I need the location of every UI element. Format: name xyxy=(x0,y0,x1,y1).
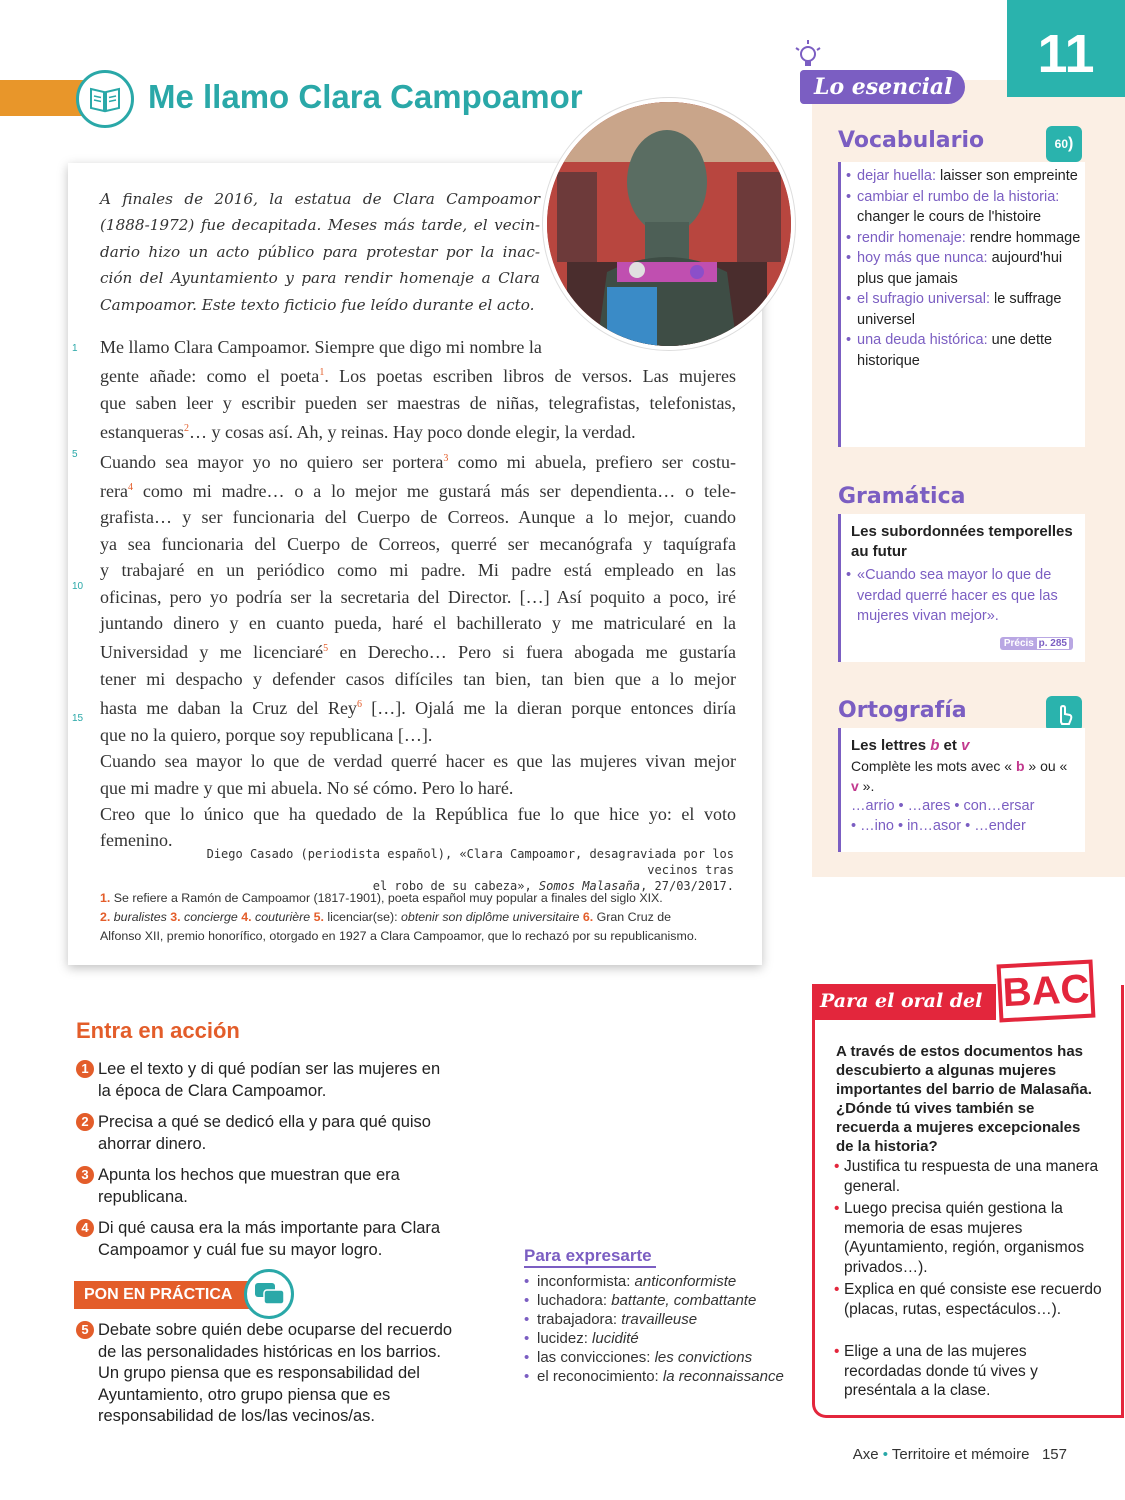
footnote-ref: 6 xyxy=(356,699,362,711)
gramatica-title: Gramática xyxy=(838,484,966,509)
footer-axe: Axe xyxy=(852,1446,879,1463)
para-expresarte-list xyxy=(524,1272,784,1386)
unit-number-tab: 11 xyxy=(1007,0,1125,97)
audio-icon[interactable]: 60) xyxy=(1046,126,1082,162)
gramatica-box xyxy=(838,514,1085,662)
intro-line: A finales de 2016, la estatua de Clara Campoamor xyxy=(100,190,540,208)
text-line: que mi madre y que mi abuela. No sé cómo. Pero lo haré. xyxy=(100,777,514,798)
bac-banner: Para el oral del xyxy=(812,984,996,1020)
intro-line: Campoamor. Este texto ficticio fue leído durante el acto. xyxy=(100,295,535,314)
intro-line: ción del Ayuntamiento y para rendir homenaje a Clara xyxy=(100,269,540,288)
gramatica-example: • «Cuando sea mayor lo que de verdad querré hacer es que las mujeres vivan mejor». xyxy=(841,565,1085,627)
intro-line: (1888-1972) fue decapitada. Meses más tarde, el vecin- xyxy=(100,216,540,235)
text-line: juntando dinero y en cuanto pueda, haré el bachillerato y me matricularé en la xyxy=(100,613,736,634)
hand-click-icon[interactable] xyxy=(1046,696,1082,732)
bac-bullet: • Luego precisa quién gestiona la memoria de esas mujeres (Ayuntamiento, región, organismos privados…). xyxy=(834,1199,1108,1277)
speech-bubble-icon xyxy=(244,1269,294,1319)
text-line: y trabajaré en un periódico como mi padre. Mi padre está empleado en las xyxy=(100,560,736,581)
line-number: 10 xyxy=(72,581,84,592)
text-line: que saben leer y escribir pueden ser maestras de niñas, telegrafistas, telefonistas, xyxy=(100,392,736,413)
statue-photo xyxy=(543,98,795,350)
line-number: 15 xyxy=(72,713,84,724)
vocab-item: • hoy más que nunca: aujourd'hui plus que jamais xyxy=(841,248,1085,289)
ortografia-box xyxy=(838,728,1085,852)
expr-item: • inconformista: anticonformiste xyxy=(524,1272,784,1291)
lightbulb-icon xyxy=(792,38,824,70)
expr-item: • lucidez: lucidité xyxy=(524,1329,784,1348)
line-number: 5 xyxy=(72,449,78,460)
pon-en-practica-label: PON EN PRÁCTICA xyxy=(74,1281,252,1309)
footnote: 2. buralistes 3. concierge 4. couturière 5. licenciar(se): obtenir son diplôme universitaire 6. Gran Cruz de xyxy=(100,910,672,924)
text-line: oficinas, pero yo podría ser la secretaria del Director. […] Así poquito a poco, iré xyxy=(100,586,736,607)
expr-item: • luchadora: battante, combattante xyxy=(524,1291,784,1310)
footnote-ref: 3 xyxy=(443,452,449,464)
text-line: femenino. xyxy=(100,830,173,851)
audio-track-number: 60 xyxy=(1054,137,1069,151)
gramatica-heading: Les subordonnées temporelles au futur xyxy=(851,523,1073,560)
question: 1 Lee el texto y di qué podían ser las mujeres en la época de Clara Campoamor. xyxy=(76,1059,446,1102)
text-line: Me llamo Clara Campoamor. Siempre que digo mi nombre la xyxy=(100,337,542,357)
text-line: Cuando sea mayor lo que de verdad querré hacer es que las mujeres vivan mejor xyxy=(100,751,736,772)
footnote-ref: 1 xyxy=(319,367,325,379)
question: 3 Apunta los hechos que muestran que era republicana. xyxy=(76,1165,446,1208)
vocabulario-box xyxy=(838,162,1085,447)
text-line: ya sea funcionaria del Cuerpo de Correos, querré ser mecanógrafa y taquígrafa xyxy=(100,533,736,554)
bac-bullet: • Justifica tu respuesta de una manera general. xyxy=(834,1157,1108,1196)
text-line: que no la quiero, porque soy republicana […]. xyxy=(100,724,433,745)
text-line: Creo que lo único que ha quedado de la República fue lo que hice yo: el voto xyxy=(100,803,736,824)
page-title: Me llamo Clara Campoamor xyxy=(148,78,583,115)
text-line: gente añade: como el poeta$^1$. Los poetas escriben libros de versos. Las mujeres xyxy=(100,366,736,387)
footnote-ref: 2 xyxy=(183,423,189,435)
lo-esencial-label: Lo esencial xyxy=(800,70,965,104)
intro-line: dario hizo un acto público para protestar por la inac- xyxy=(100,242,540,261)
ortografia-heading: Les lettres b et v xyxy=(851,737,970,754)
vocab-item: • cambiar el rumbo de la historia: changer le cours de l'histoire xyxy=(841,187,1085,228)
expr-item: • el reconocimiento: la reconnaissance xyxy=(524,1367,784,1386)
text-line: Universidad y me licenciaré$^5$ en Derecho… Pero si fuera abogada me gustaría xyxy=(100,642,737,663)
credit-line: el robo de su cabeza», Somos Malasaña, 27/03/2017. xyxy=(372,879,734,893)
vocab-item: • el sufragio universal: le suffrage universel xyxy=(841,289,1085,330)
intro-text xyxy=(100,186,540,318)
expr-item: • trabajadora: travailleuse xyxy=(524,1310,784,1329)
footer-theme: Territoire et mémoire xyxy=(891,1446,1030,1463)
text-line: hasta me daban la Cruz del Rey$^6$ […]. Ojalá me la dieran porque entonces diría xyxy=(100,698,736,719)
expr-item: • las convicciones: les convictions xyxy=(524,1348,784,1367)
text-line: rera$^4$ como mi madre… o a lo mejor me gustará más ser dependienta… o tele- xyxy=(100,481,736,502)
footnote-ref: 5 xyxy=(323,643,329,655)
main-text xyxy=(100,334,736,854)
footnote: Alfonso XII, premio honorífico, otorgado en 1927 a Clara Campoamor, que lo rechazó por su republicanismo. xyxy=(100,929,698,943)
text-line: estanqueras$^2$… y cosas así. Ah, y reinas. Hay poco donde elegir, la verdad. xyxy=(100,422,636,443)
credit-line: Diego Casado (periodista español), «Clara Campoamor, desagraviada por los vecinos tras xyxy=(206,847,734,877)
bac-bullet: • Explica en qué consiste ese recuerdo (placas, rutas, espectáculos…). xyxy=(834,1280,1108,1319)
bac-bullet: • Elige a una de las mujeres recordadas donde tú vives y preséntala a la clase. xyxy=(834,1342,1108,1401)
precis-link[interactable]: Précis p. 285 xyxy=(1000,637,1073,650)
text-line: Cuando sea mayor yo no quiero ser portera$^3$ como mi abuela, prefiero ser costu- xyxy=(100,451,737,472)
question: 4 Di qué causa era la más importante para Clara Campoamor y cuál fue su mayor logro. xyxy=(76,1218,446,1261)
question: 2 Precisa a qué se dedicó ella y para qué quiso ahorrar dinero. xyxy=(76,1112,446,1155)
bac-tag: BAC xyxy=(997,960,1096,1023)
ortografia-title: Ortografía xyxy=(838,698,967,723)
vocabulario-title: Vocabulario xyxy=(838,128,985,153)
footnote-ref: 4 xyxy=(127,482,133,494)
text-line: tener mi despacho y defender casos difíciles tan bien, tan bien que a lo mejor xyxy=(100,668,736,689)
ortografia-exercise: …arrio • …ares • con…ersar xyxy=(851,798,1035,814)
page-number: 157 xyxy=(1041,1446,1067,1463)
footnotes xyxy=(100,889,740,946)
para-expresarte-title: Para expresarte xyxy=(524,1246,656,1268)
entra-en-accion-title: Entra en acción xyxy=(76,1018,240,1043)
vocab-item: • rendir homenaje: rendre hommage xyxy=(841,228,1085,249)
ortografia-exercise: • …ino • in…asor • …ender xyxy=(851,818,1026,834)
page-footer: Axe • Territoire et mémoire 157 xyxy=(852,1446,1067,1463)
question: 5 Debate sobre quién debe ocuparse del recuerdo de las personalidades históricas en los barrios. Un grupo piensa que es responsabilidad del Ayuntamiento, otro grupo piensa que es responsabilidad de los/las vecinos/as. xyxy=(76,1320,466,1428)
footnote: 1. Se refiere a Ramón de Campoamor (1817-1901), poeta español muy popular a finales del siglo XIX. xyxy=(100,891,663,905)
book-icon xyxy=(76,70,134,128)
ortografia-instruction: Complète les mots avec « b » ou « v ». xyxy=(851,758,1068,794)
vocab-item: • dejar huella: laisser son empreinte xyxy=(841,166,1085,187)
text-line: grafista… y ser funcionaria del Cuerpo de Correos. Aunque a lo mejor, cuando xyxy=(100,507,736,528)
line-number: 1 xyxy=(72,343,78,354)
source-credit xyxy=(160,846,734,894)
bac-question: A través de estos documentos has descubierto a algunas mujeres importantes del barrio de Malasaña. ¿Dónde tú vives también se recuerda a mujeres excepcionales de la historia? xyxy=(836,1043,1092,1155)
vocab-item: • una deuda histórica: une dette historique xyxy=(841,330,1085,371)
